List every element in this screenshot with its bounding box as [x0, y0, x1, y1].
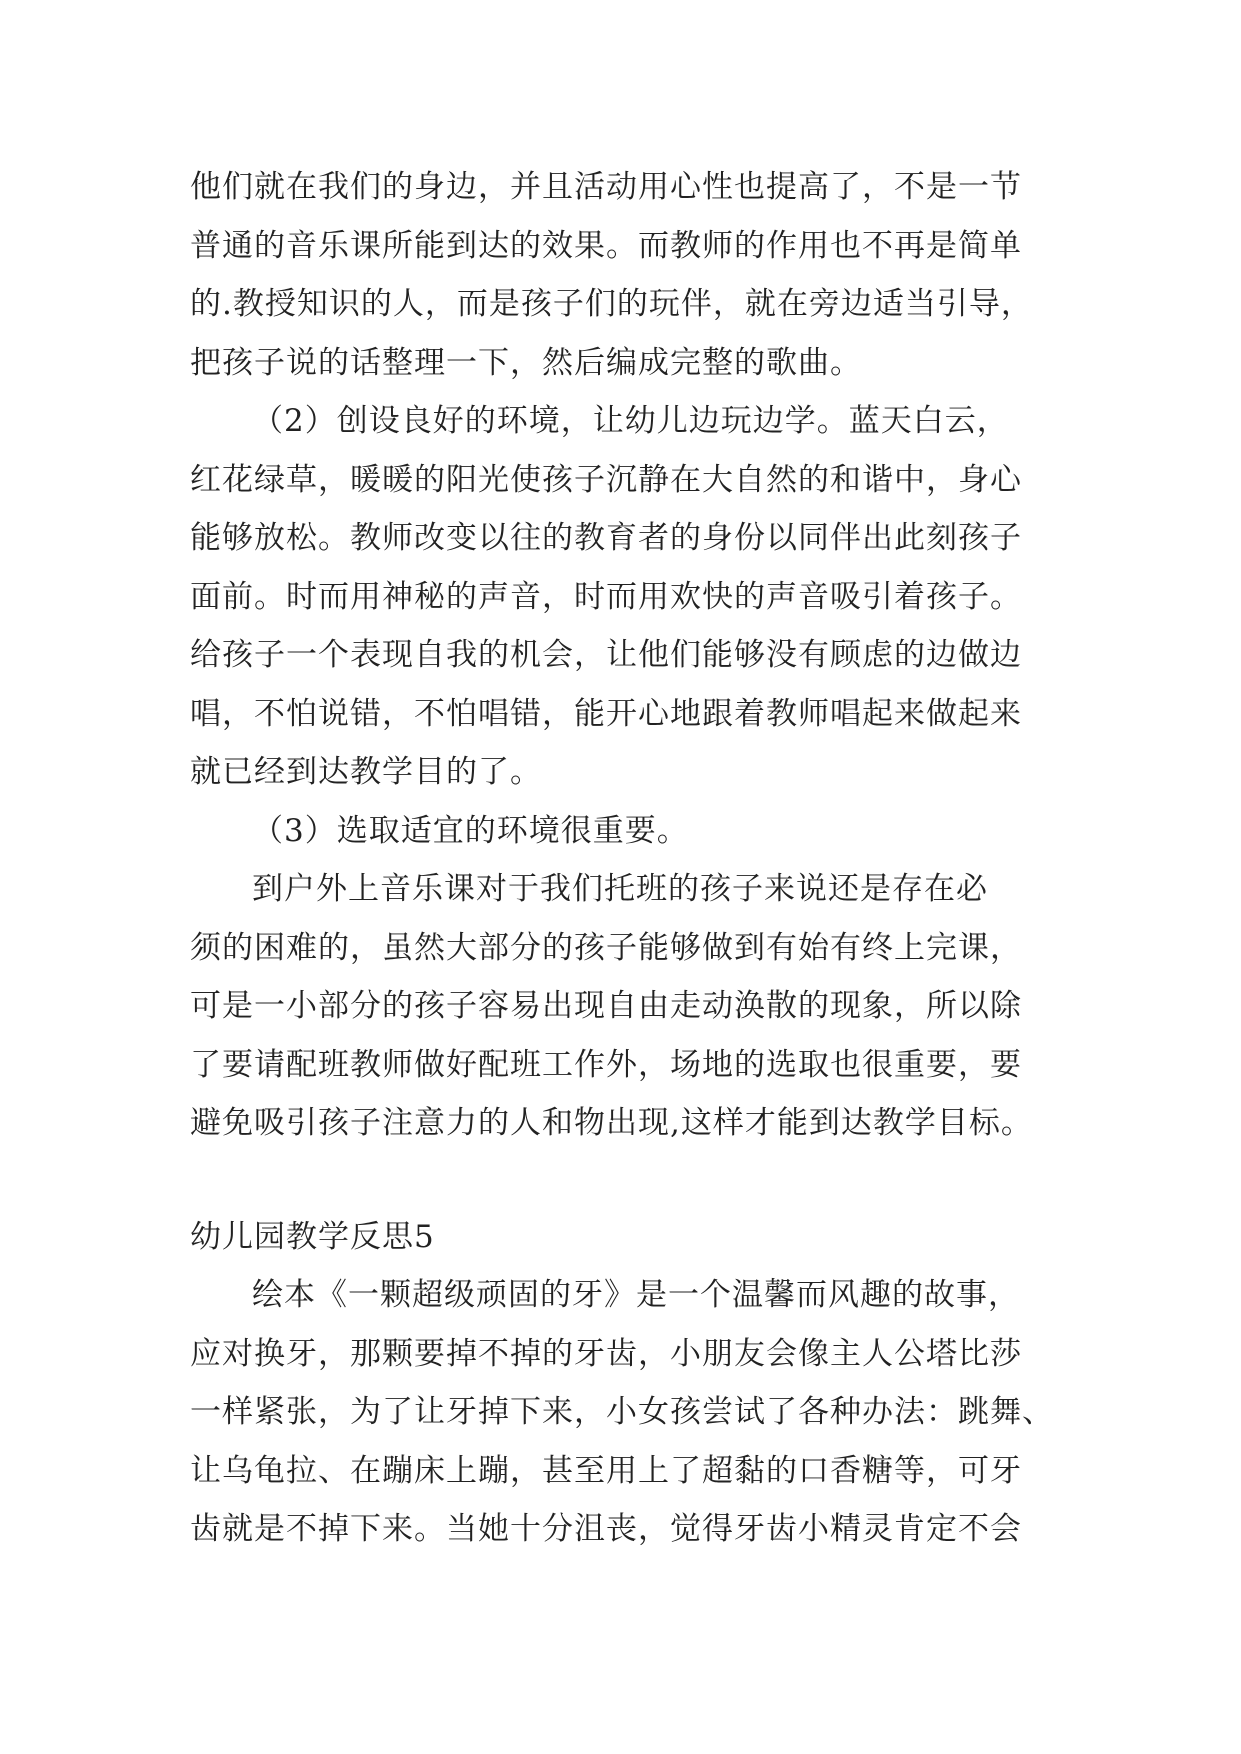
text-line: （3）选取适宜的环境很重要。	[252, 812, 689, 849]
text-line: 普通的音乐课所能到达的效果。而教师的作用也不再是简单	[190, 227, 1022, 264]
text-line: 可是一小部分的孩子容易出现自由走动涣散的现象，所以除	[190, 988, 1022, 1024]
text-line: 了要请配班教师做好配班工作外，场地的选取也很重要，要	[190, 1046, 1022, 1083]
text-line: 须的困难的，虽然大部分的孩子能够做到有始有终上完课，	[190, 929, 1022, 966]
body-text-block-1	[190, 158, 1070, 1153]
body-text-block-2	[190, 1266, 1070, 1559]
text-line: （2）创设良好的环境，让幼儿边玩边学。蓝天白云，	[252, 403, 1009, 439]
text-line: 就已经到达教学目的了。	[190, 754, 542, 790]
text-line: 唱，不怕说错，不怕唱错，能开心地跟着教师唱起来做起来	[190, 695, 1022, 732]
text-line: 把孩子说的话整理一下，然后编成完整的歌曲。	[190, 344, 862, 381]
text-line: 给孩子一个表现自我的机会，让他们能够没有顾虑的边做边	[190, 637, 1022, 673]
text-line: 绘本《一颗超级顽固的牙》是一个温馨而风趣的故事，	[252, 1277, 1020, 1313]
text-line: 面前。时而用神秘的声音，时而用欢快的声音吸引着孩子。	[190, 578, 1022, 615]
text-line: 让乌龟拉、在蹦床上蹦，甚至用上了超黏的口香糖等，可牙	[190, 1452, 1022, 1489]
section-heading: 幼儿园教学反思5	[190, 1219, 435, 1255]
text-line: 应对换牙，那颗要掉不掉的牙齿，小朋友会像主人公塔比莎	[190, 1335, 1022, 1372]
text-line: 避免吸引孩子注意力的人和物出现,这样才能到达教学目标。	[190, 1105, 1033, 1141]
text-line: 一样紧张，为了让牙掉下来，小女孩尝试了各种办法：跳舞、	[190, 1394, 1054, 1430]
text-line: 红花绿草，暖暖的阳光使孩子沉静在大自然的和谐中，身心	[190, 461, 1022, 498]
text-line: 的.教授知识的人，而是孩子们的玩伴，就在旁边适当引导，	[190, 286, 1033, 322]
text-line: 到户外上音乐课对于我们托班的孩子来说还是存在必	[252, 871, 988, 907]
text-line: 他们就在我们的身边，并且活动用心性也提高了，不是一节	[190, 169, 1022, 205]
text-line: 能够放松。教师改变以往的教育者的身份以同伴出此刻孩子	[190, 520, 1022, 556]
text-line: 齿就是不掉下来。当她十分沮丧，觉得牙齿小精灵肯定不会	[190, 1511, 1022, 1547]
